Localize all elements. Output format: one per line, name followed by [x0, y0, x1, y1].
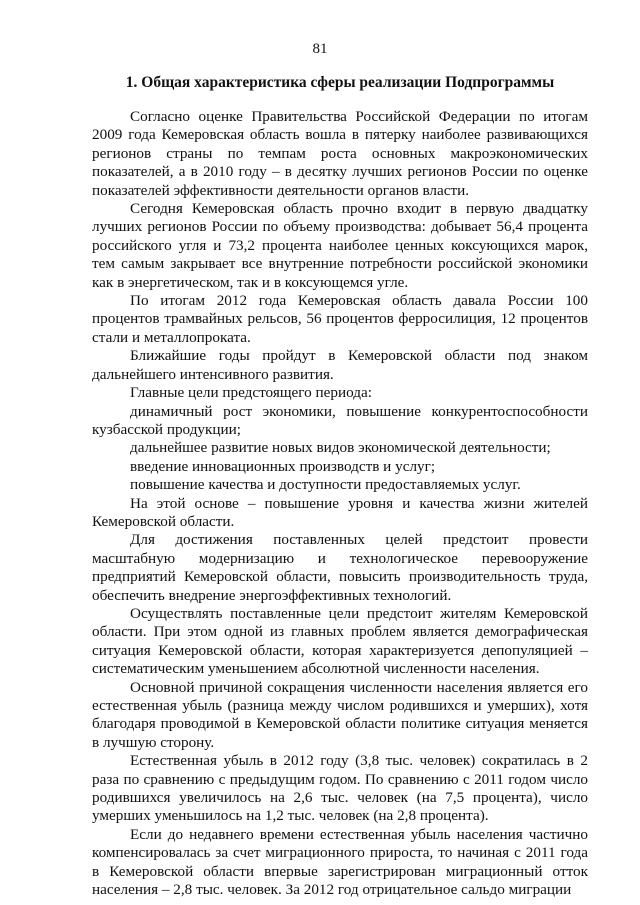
list-item: повышение качества и доступности предоставляемых услуг.: [130, 476, 521, 494]
list-item: введение инновационных производств и услуг;: [130, 457, 436, 475]
body-text: [92, 108, 588, 899]
section-heading: 1. Общая характеристика сферы реализации Подпрограммы: [125, 74, 555, 91]
paragraph: Естественная убыль в 2012 году (3,8 тыс. человек) сократилась в 2 раза по сравнению с предыдущим годом. По сравнению с 2011 годом число родившихся увеличилось на 2,6 тыс. человек (на 7,5 процента), число умерших уменьшилось на 1,2 тыс. человек (на 2,8 процента).: [92, 752, 588, 825]
list-item: динамичный рост экономики, повышение конкурентоспособности кузбасской продукции;: [92, 402, 588, 438]
paragraph: Согласно оценке Правительства Российской Федерации по итогам 2009 года Кемеровская область вошла в пятерку наиболее развивающихся регионов страны по темпам роста основных макроэкономических показателей, а в 2010 году – в десятку лучших регионов России по оценке показателей эффективности деятельности органов власти.: [92, 108, 588, 199]
paragraph: По итогам 2012 года Кемеровская область давала России 100 процентов трамвайных рельсов, 56 процентов ферросилиция, 12 процентов стали и металлопроката.: [92, 292, 588, 346]
paragraph: Главные цели предстоящего периода:: [130, 384, 372, 402]
paragraph: Ближайшие годы пройдут в Кемеровской области под знаком дальнейшего интенсивного развития.: [92, 347, 588, 383]
list-item: дальнейшее развитие новых видов экономической деятельности;: [130, 439, 551, 457]
paragraph: На этой основе – повышение уровня и качества жизни жителей Кемеровской области.: [92, 494, 588, 530]
paragraph: Сегодня Кемеровская область прочно входит в первую двадцатку лучших регионов России по объему производства: добывает 56,4 процента российского угля и 73,2 процента наиболее ценных коксующихся марок, тем самым закрывает все внутренние потребности российской экономики как в энергетическом, так и в коксующемся угле.: [92, 200, 588, 291]
page-number: 81: [312, 41, 328, 57]
paragraph: Для достижения поставленных целей предстоит провести масштабную модернизацию и технологическое перевооружение предприятий Кемеровской области, повысить производительность труда, обеспечить внедрение энергоэффективных технологий.: [92, 531, 588, 604]
paragraph: Основной причиной сокращения численности населения является его естественная убыль (разница между числом родившихся и умерших), хотя благодаря проводимой в Кемеровской области политике ситуация меняется в лучшую сторону.: [92, 678, 588, 751]
paragraph: Если до недавнего времени естественная убыль населения частично компенсировалась за счет миграционного прироста, то начиная с 2011 года в Кемеровской области впервые зарегистрирован миграционный отток населения – 2,8 тыс. человек. За 2012 год отрицательное сальдо миграции: [92, 825, 588, 899]
paragraph: Осуществлять поставленные цели предстоит жителям Кемеровской области. При этом одной из главных проблем является демографическая ситуация Кемеровской области, которая характеризуется депопуляцией – систематическим уменьшением абсолютной численности населения.: [92, 604, 588, 678]
